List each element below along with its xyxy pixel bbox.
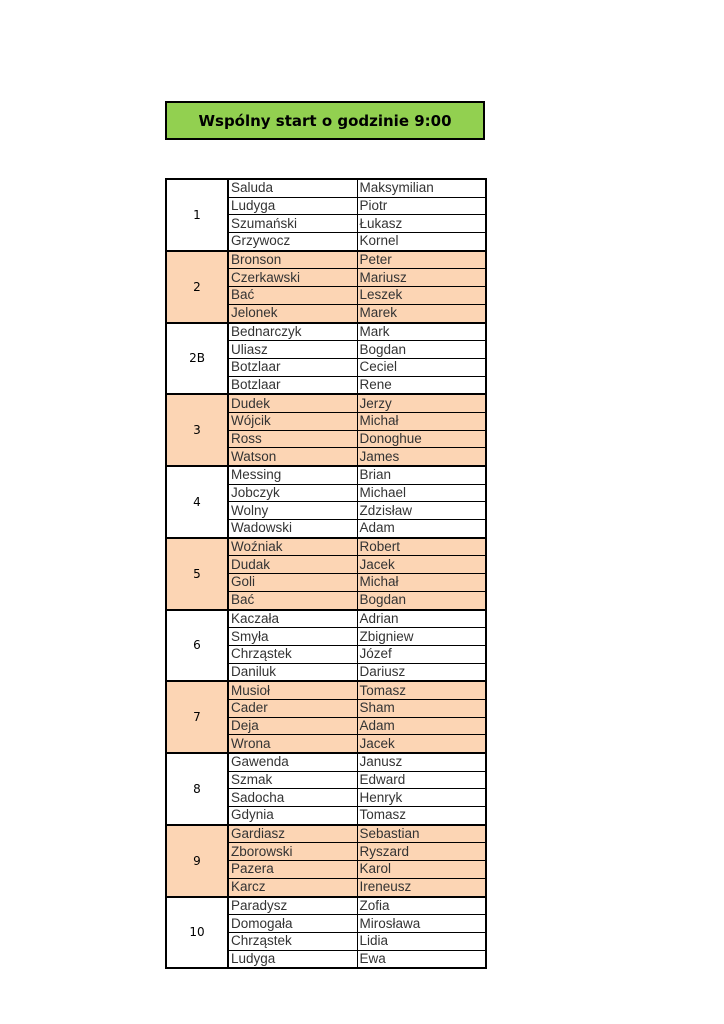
last-name-cell: Deja — [228, 717, 357, 735]
last-name-cell: Wadowski — [228, 520, 357, 538]
group-block — [166, 610, 486, 682]
last-name-cell: Grzywocz — [228, 233, 357, 251]
first-name-cell: Adam — [357, 717, 486, 735]
first-name-cell: Józef — [357, 645, 486, 663]
last-name-cell: Wolny — [228, 502, 357, 520]
last-name-cell: Domogała — [228, 915, 357, 933]
last-name-cell: Gawenda — [228, 753, 357, 771]
first-name-cell: Adrian — [357, 610, 486, 628]
groups-table — [165, 178, 487, 969]
first-name-cell: Łukasz — [357, 215, 486, 233]
group-number: 9 — [166, 825, 228, 897]
last-name-cell: Bać — [228, 287, 357, 305]
first-name-cell: Lidia — [357, 932, 486, 950]
page-title: Wspólny start o godzinie 9:00 — [198, 111, 452, 130]
first-name-cell: Mirosława — [357, 915, 486, 933]
first-name-cell: Zofia — [357, 897, 486, 915]
last-name-cell: Goli — [228, 574, 357, 592]
last-name-cell: Kaczała — [228, 610, 357, 628]
group-number: 4 — [166, 466, 228, 538]
last-name-cell: Ludyga — [228, 950, 357, 968]
last-name-cell: Jobczyk — [228, 484, 357, 502]
last-name-cell: Gdynia — [228, 807, 357, 825]
last-name-cell: Woźniak — [228, 538, 357, 556]
last-name-cell: Bednarczyk — [228, 323, 357, 341]
first-name-cell: Ireneusz — [357, 878, 486, 896]
first-name-cell: Bogdan — [357, 591, 486, 609]
first-name-cell: Peter — [357, 251, 486, 269]
group-number: 10 — [166, 897, 228, 969]
last-name-cell: Saluda — [228, 179, 357, 197]
first-name-cell: Mariusz — [357, 269, 486, 287]
last-name-cell: Cader — [228, 699, 357, 717]
table-row — [166, 681, 486, 699]
start-time-banner — [165, 101, 485, 140]
last-name-cell: Messing — [228, 466, 357, 484]
last-name-cell: Botzlaar — [228, 376, 357, 394]
last-name-cell: Pazera — [228, 861, 357, 879]
first-name-cell: Tomasz — [357, 807, 486, 825]
first-name-cell: Dariusz — [357, 663, 486, 681]
first-name-cell: Marek — [357, 304, 486, 322]
group-number: 8 — [166, 753, 228, 825]
table-row — [166, 610, 486, 628]
first-name-cell: Ryszard — [357, 843, 486, 861]
first-name-cell: Jerzy — [357, 394, 486, 412]
table-row — [166, 753, 486, 771]
table-row — [166, 323, 486, 341]
first-name-cell: Brian — [357, 466, 486, 484]
last-name-cell: Ross — [228, 430, 357, 448]
table-row — [166, 538, 486, 556]
first-name-cell: Edward — [357, 771, 486, 789]
first-name-cell: Ceciel — [357, 358, 486, 376]
last-name-cell: Musioł — [228, 681, 357, 699]
first-name-cell: Zbigniew — [357, 628, 486, 646]
first-name-cell: Leszek — [357, 287, 486, 305]
last-name-cell: Botzlaar — [228, 358, 357, 376]
group-block — [166, 394, 486, 466]
first-name-cell: Michał — [357, 574, 486, 592]
group-block — [166, 323, 486, 395]
last-name-cell: Wrona — [228, 735, 357, 753]
first-name-cell: Sham — [357, 699, 486, 717]
first-name-cell: Karol — [357, 861, 486, 879]
first-name-cell: Tomasz — [357, 681, 486, 699]
last-name-cell: Gardiasz — [228, 825, 357, 843]
last-name-cell: Dudak — [228, 556, 357, 574]
first-name-cell: Jacek — [357, 735, 486, 753]
last-name-cell: Szmak — [228, 771, 357, 789]
last-name-cell: Szumański — [228, 215, 357, 233]
last-name-cell: Dudek — [228, 394, 357, 412]
group-number: 2B — [166, 323, 228, 395]
first-name-cell: Donoghue — [357, 430, 486, 448]
first-name-cell: Kornel — [357, 233, 486, 251]
last-name-cell: Zborowski — [228, 843, 357, 861]
group-block — [166, 825, 486, 897]
group-number: 2 — [166, 251, 228, 323]
group-number: 6 — [166, 610, 228, 682]
first-name-cell: Adam — [357, 520, 486, 538]
first-name-cell: Robert — [357, 538, 486, 556]
group-block — [166, 466, 486, 538]
last-name-cell: Daniluk — [228, 663, 357, 681]
first-name-cell: Maksymilian — [357, 179, 486, 197]
group-block — [166, 897, 486, 969]
last-name-cell: Karcz — [228, 878, 357, 896]
last-name-cell: Paradysz — [228, 897, 357, 915]
last-name-cell: Sadocha — [228, 789, 357, 807]
last-name-cell: Bać — [228, 591, 357, 609]
last-name-cell: Czerkawski — [228, 269, 357, 287]
last-name-cell: Uliasz — [228, 341, 357, 359]
first-name-cell: Mark — [357, 323, 486, 341]
first-name-cell: Ewa — [357, 950, 486, 968]
group-number: 5 — [166, 538, 228, 610]
first-name-cell: Michael — [357, 484, 486, 502]
group-block — [166, 681, 486, 753]
last-name-cell: Ludyga — [228, 197, 357, 215]
first-name-cell: Jacek — [357, 556, 486, 574]
table-row — [166, 394, 486, 412]
last-name-cell: Chrząstek — [228, 932, 357, 950]
group-number: 7 — [166, 681, 228, 753]
group-block — [166, 179, 486, 251]
first-name-cell: Henryk — [357, 789, 486, 807]
first-name-cell: James — [357, 448, 486, 466]
last-name-cell: Smyła — [228, 628, 357, 646]
table-row — [166, 825, 486, 843]
first-name-cell: Rene — [357, 376, 486, 394]
first-name-cell: Michał — [357, 412, 486, 430]
table-row — [166, 251, 486, 269]
group-block — [166, 538, 486, 610]
table-row — [166, 179, 486, 197]
group-block — [166, 251, 486, 323]
first-name-cell: Sebastian — [357, 825, 486, 843]
first-name-cell: Zdzisław — [357, 502, 486, 520]
table-row — [166, 466, 486, 484]
group-block — [166, 753, 486, 825]
first-name-cell: Janusz — [357, 753, 486, 771]
last-name-cell: Bronson — [228, 251, 357, 269]
group-number: 3 — [166, 394, 228, 466]
first-name-cell: Bogdan — [357, 341, 486, 359]
last-name-cell: Wójcik — [228, 412, 357, 430]
first-name-cell: Piotr — [357, 197, 486, 215]
last-name-cell: Chrząstek — [228, 645, 357, 663]
group-number: 1 — [166, 179, 228, 251]
last-name-cell: Watson — [228, 448, 357, 466]
table-row — [166, 897, 486, 915]
last-name-cell: Jelonek — [228, 304, 357, 322]
